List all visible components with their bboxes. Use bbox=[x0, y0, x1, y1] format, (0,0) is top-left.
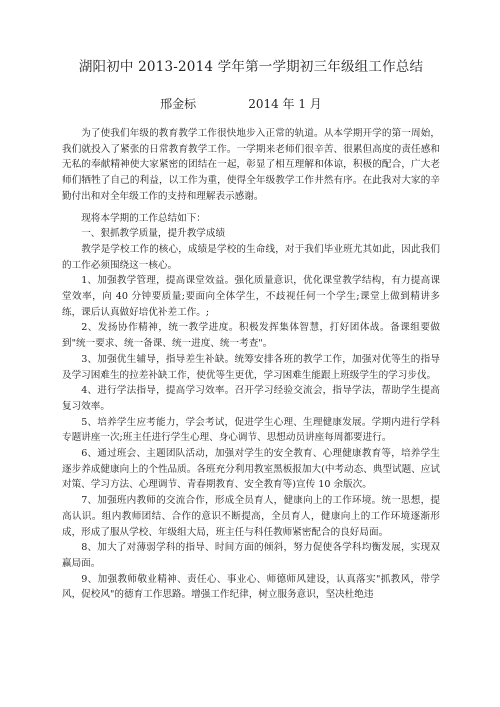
list-item: 4、进行学法指导，提高学习效率。召开学习经验交流会，指导学法，帮助学生提高复习效率。 bbox=[62, 385, 440, 412]
list-item: 6、通过班会、主题团队活动，加强对学生的安全教育、心理健康教育等，培养学生逐步养成健康向上的个性品质。各班充分利用教室黑板报加大(中考动态、典型试题、应试对策、学习方法、心理调节、青春期教育、安全教育等)宣传 10 余版次。 bbox=[62, 448, 440, 491]
author-name: 邢金标 bbox=[160, 97, 197, 111]
document-title: 湖阳初中 2013-2014 学年第一学期初三年级组工作总结 bbox=[78, 59, 424, 75]
paragraph: 教学是学校工作的核心，成绩是学校的生命线，对于我们毕业班尤其如此，因此我们的工作必须围绕这一核心。 bbox=[62, 243, 440, 271]
list-item: 1、加强教学管理，提高课堂效益。强化质量意识，优化课堂教学结构，有力提高课堂效率，向 40 分钟要质量;要面向全体学生，不歧视任何一个学生;课堂上做到精讲多练，课后认真做好培优补差工作。; bbox=[62, 275, 440, 318]
document-date: 2014 年 1 月 bbox=[248, 97, 322, 111]
list-item: 9、加强教师敬业精神、责任心、事业心、师德师风建设，认真落实"抓教风，带学风，促校风"的德育工作思路。增强工作纪律，树立服务意识，坚决杜绝违 bbox=[62, 573, 440, 601]
list-item: 5、培养学生应考能力，学会考试，促进学生心理、生理健康发展。学期内进行学科专题讲座一次;班主任进行学生心理、身心调节、思想动员讲座每周都要进行。 bbox=[62, 416, 440, 444]
list-item: 2、发扬协作精神，统一教学进度。积极发挥集体智慧，打好团体战。备课组要做到"统一要求、统一备课、统一进度、统一考查"。 bbox=[62, 322, 440, 350]
paragraph-summary-lead: 现将本学期的工作总结如下： bbox=[81, 212, 206, 224]
list-item: 7、加强班内教师的交流合作，形成全员育人，健康向上的工作环境。统一思想，提高认识。组内教师团结、合作的意识不断提高，全员育人，健康向上的工作环境逐渐形成，形成了服从学校、年级组大局，班主任与科任教师紧密配合的良好局面。 bbox=[62, 495, 440, 538]
document-meta bbox=[62, 95, 440, 112]
paragraph-intro: 为了使我们年级的教育教学工作很快地步入正常的轨道。从本学期开学的第一周始，我们就投入了紧张的日常教育教学工作。一学期来老师们很辛苦、很累但高度的责任感和无私的奉献精神使大家紧密的团结在一起，彰显了相互理解和体谅，积极的配合，广大老师们牺牲了自己的利益，以工作为重，使得全年级教学工作井然有序。在此我对大家的辛勤付出和对全年级工作的支持和理解表示感谢。 bbox=[62, 128, 440, 202]
document-body bbox=[62, 126, 440, 603]
list-item: 8、加大了对薄弱学科的指导、时间方面的倾斜，努力促使各学科均衡发展，实现双赢局面。 bbox=[62, 542, 440, 569]
section-heading-1: 一、狠抓教学质量，提升教学成绩 bbox=[81, 228, 226, 240]
list-item: 3、加强优生辅导，指导差生补缺。统筹安排各班的教学工作，加强对优等生的指导及学习困难生的拉差补缺工作，使优等生更优，学习困难生能跟上班级学生的学习步伐。 bbox=[62, 353, 440, 381]
